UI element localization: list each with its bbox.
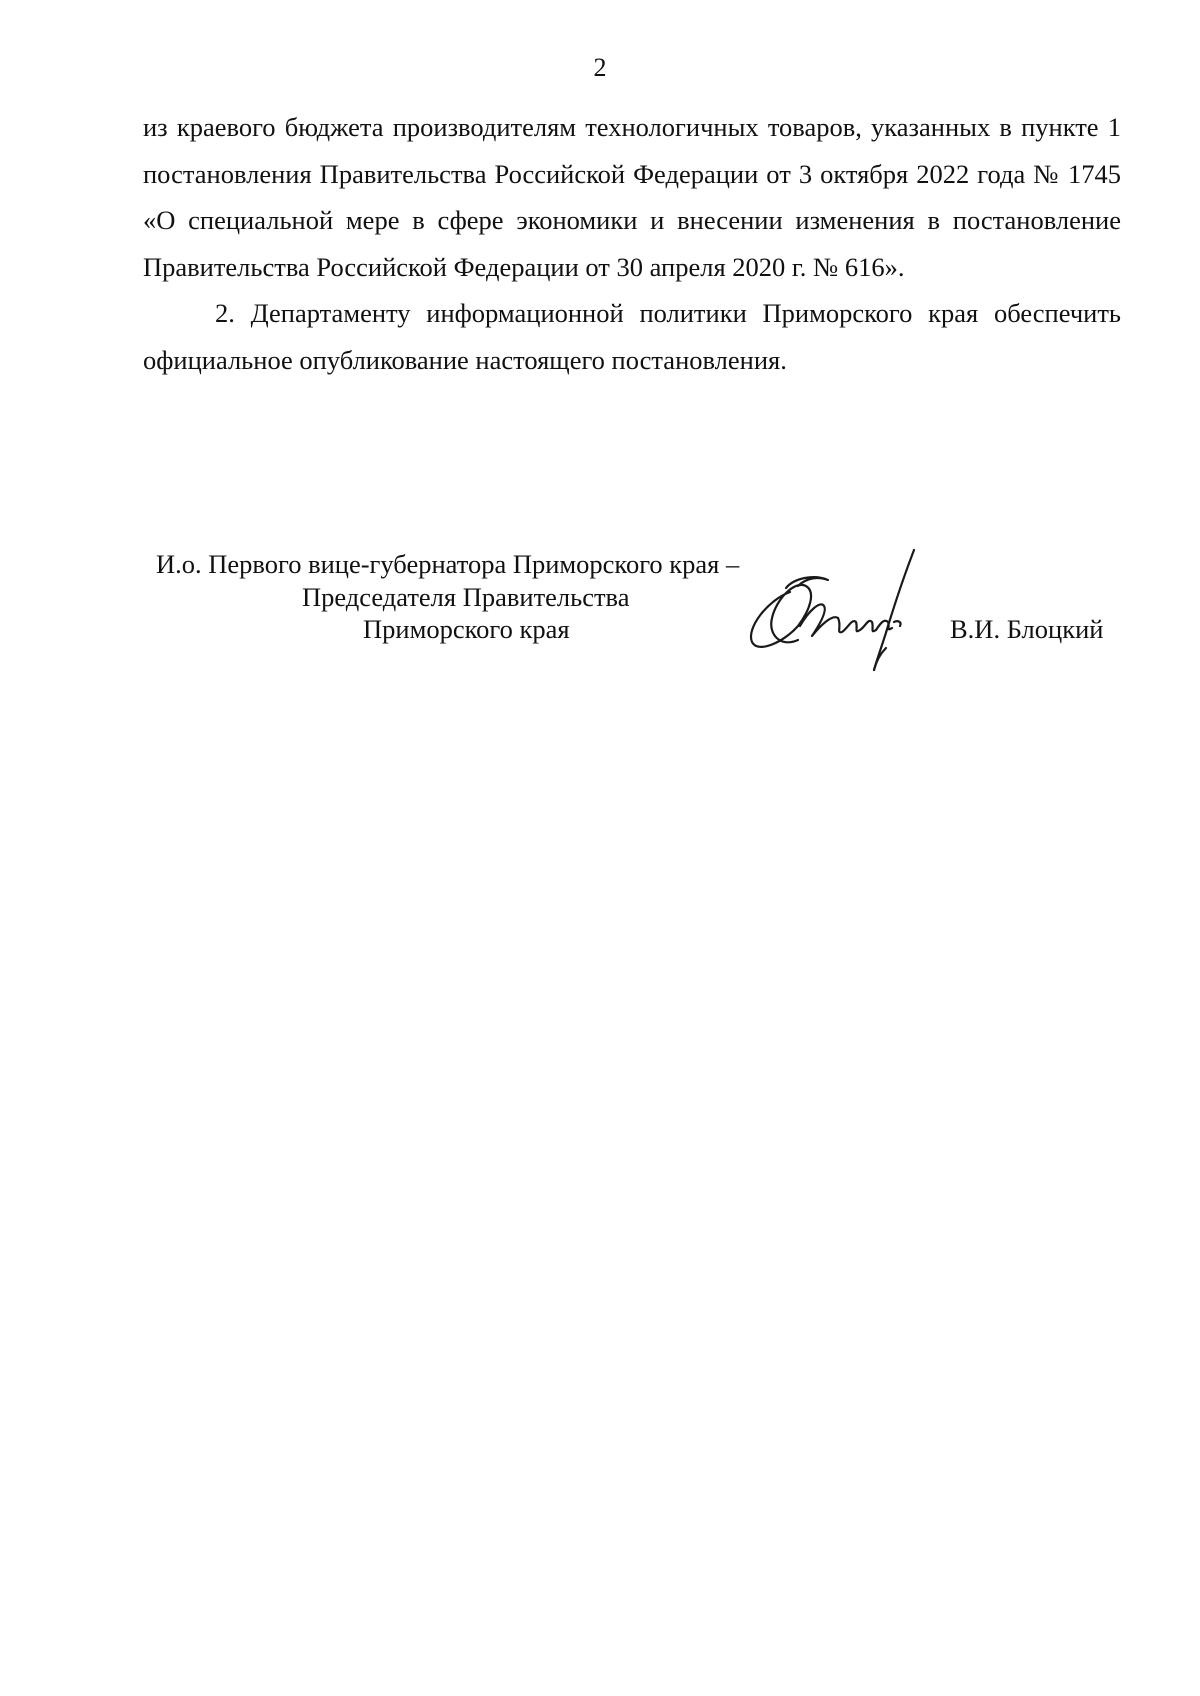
page-number: 2 (593, 53, 607, 82)
signatory-position-line-3: Приморского края (363, 614, 570, 644)
signature-block (0, 548, 1200, 708)
signatory-name: В.И. Блоцкий (950, 614, 1104, 644)
signatory-position (156, 548, 796, 646)
signatory-position-line-2: Председателя Правительства (302, 581, 630, 612)
paragraph-item-2: 2. Департаменту информационной политики Приморского края обеспечить официальное опубликование настоящего постановления. (143, 298, 1121, 375)
document-body (143, 104, 1121, 383)
signatory-position-line-1: И.о. Первого вице-губернатора Приморского края – (156, 549, 740, 579)
paragraph-continuation: из краевого бюджета производителям технологичных товаров, указанных в пункте 1 постановления Правительства Российской Федерации от 3 октября 2022 года № 1745 «О специальной мере в сфере экономики и внесении изменения в постановление Правительства Российской Федерации от 30 апреля 2020 г. № 616». (143, 112, 1121, 282)
handwritten-signature (728, 530, 928, 680)
